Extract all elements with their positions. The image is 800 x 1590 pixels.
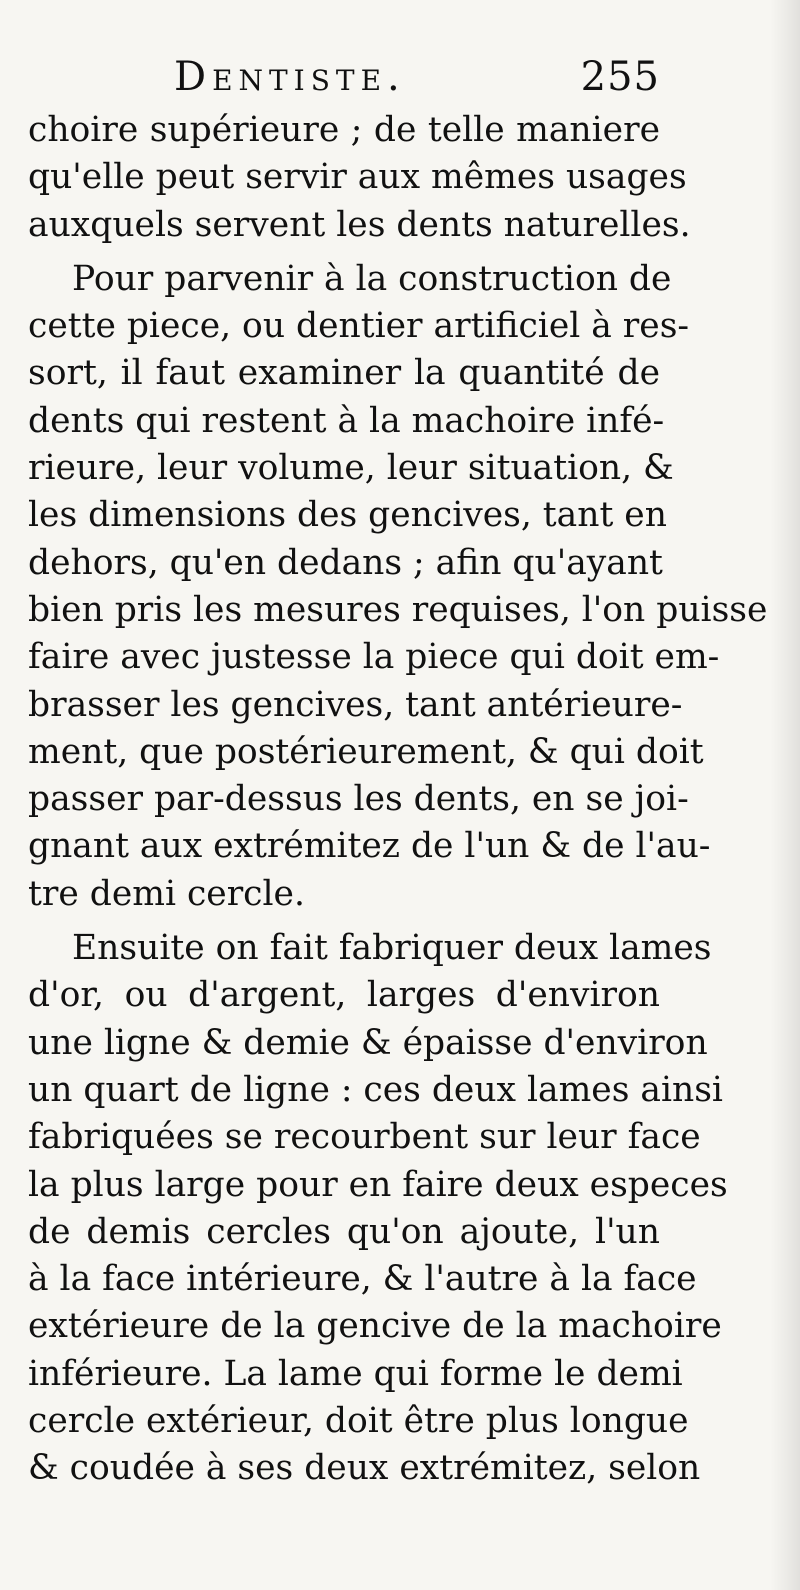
text-line: dehors, qu'en dedans ; afin qu'ayant [28, 542, 663, 583]
text-line: de demis cercles qu'on ajoute, l'un [28, 1211, 660, 1252]
text-line: brasser les gencives, tant antérieure- [28, 684, 683, 725]
text-line: à la face intérieure, & l'autre à la face [28, 1259, 697, 1300]
running-title: Dentiste. [174, 54, 406, 100]
text-line: fabriquées se recourbent sur leur face [28, 1117, 701, 1158]
text-line: d'or, ou d'argent, larges d'environ [28, 975, 660, 1016]
text-line: une ligne & demie & épaisse d'environ [28, 1022, 708, 1063]
text-line: choire supérieure ; de telle maniere [28, 110, 660, 150]
text-line: dents qui restent à la machoire infé- [28, 400, 665, 441]
text-line: Pour parvenir à la construction de [72, 258, 672, 299]
text-line: inférieure. La lame qui forme le demi [28, 1353, 683, 1394]
text-line: passer par-dessus les dents, en se joi- [28, 779, 689, 820]
text-line: extérieure de la gencive de la machoire [28, 1306, 722, 1347]
text-line: sort, il faut examiner la quantité de [28, 353, 660, 394]
page-number: 255 [580, 54, 660, 100]
text-line: gnant aux extrémitez de l'un & de l'au- [28, 826, 711, 867]
text-line: qu'elle peut servir aux mêmes usages [28, 157, 687, 198]
running-head [174, 52, 660, 102]
text-line: tre demi cercle. [28, 873, 305, 914]
text-line: faire avec justesse la piece qui doit em- [28, 637, 720, 678]
text-line: bien pris les mesures requises, l'on puisse [28, 589, 768, 630]
text-line: cercle extérieur, doit être plus longue [28, 1401, 689, 1442]
text-line: la plus large pour en faire deux especes [28, 1164, 728, 1205]
text-line: ment, que postérieurement, & qui doit [28, 731, 704, 772]
text-line: cette piece, ou dentier artificiel à res- [28, 306, 690, 347]
text-line: auxquels servent les dents naturelles. [28, 204, 691, 245]
body-text [28, 107, 768, 1493]
text-line: les dimensions des gencives, tant en [28, 495, 667, 536]
text-line: Ensuite on fait fabriquer deux lames [72, 928, 712, 969]
text-line: un quart de ligne : ces deux lames ainsi [28, 1069, 723, 1110]
text-line: rieure, leur volume, leur situation, & [28, 448, 674, 489]
text-line: & coudée à ses deux extrémitez, selon [28, 1448, 701, 1489]
page-edge-shadow [770, 0, 800, 1590]
